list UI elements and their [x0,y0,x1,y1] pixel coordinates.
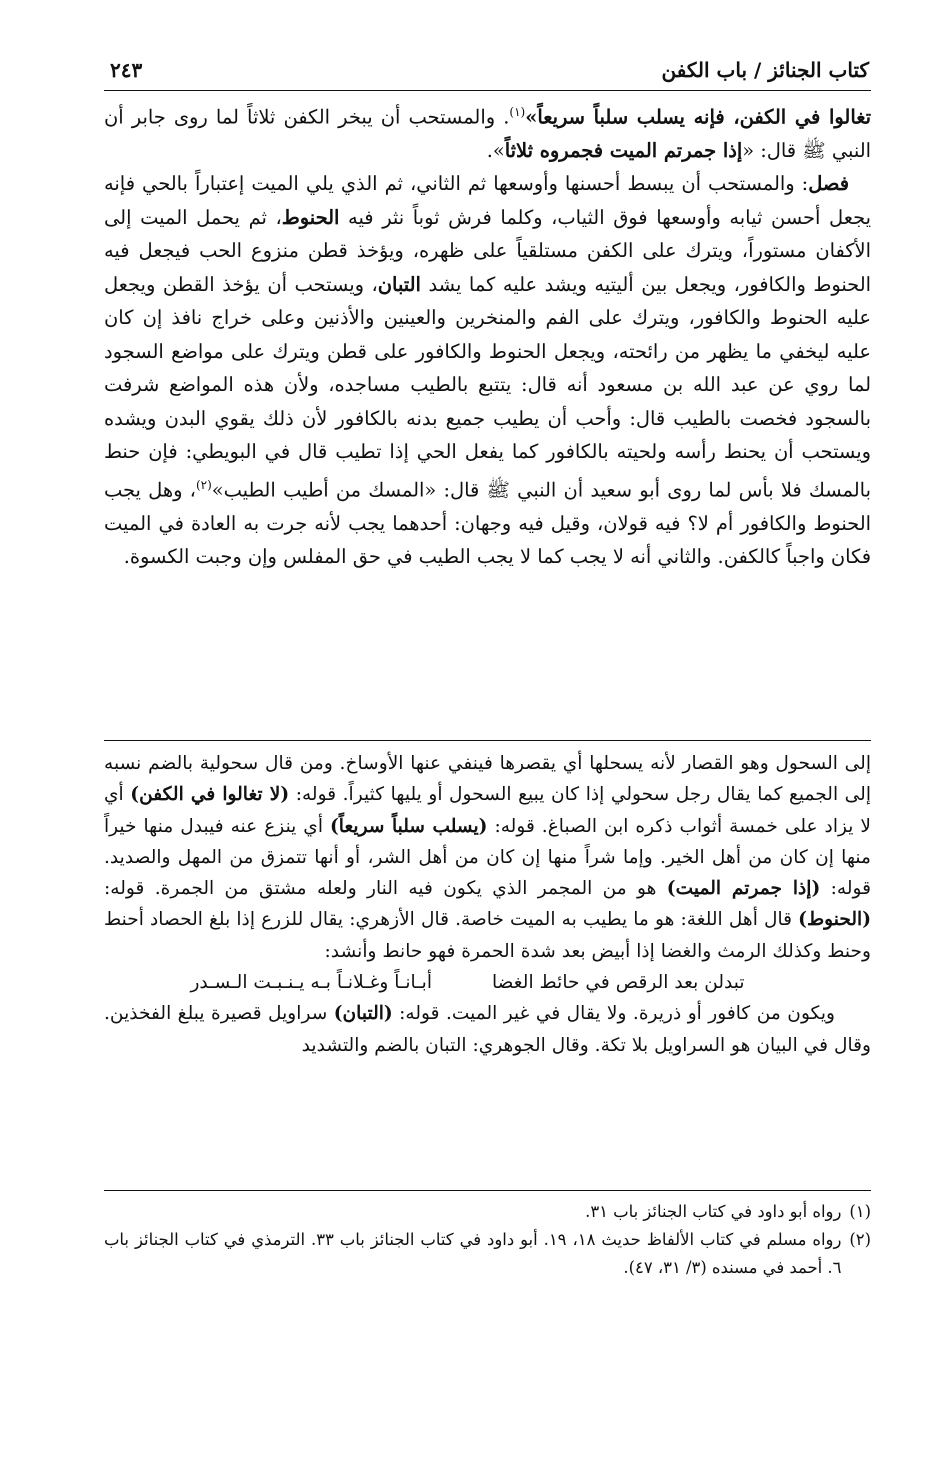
text-run: ، ثم يحمل الميت إلى الأكفان مستوراً، ويترك على الكفن مستلقياً على ظهره، ويؤخذ قطن منزوع الحب فيجعل فيه الحنوط والكافور، ويجعل بين أليتيه ويشد عليه كما يشد [104,205,871,296]
text-run: هو من المجمر الذي يكون فيه النار ولعله مشتق من الجمرة. قوله: [104,878,667,900]
header-divider [104,90,871,91]
footnote-text: رواه مسلم في كتاب الألفاظ حديث ١٨، ١٩. أبو داود في كتاب الجنائز باب ٣٣. الترمذي في كتاب الجنائز باب ٦. أحمد في مسنده (٣/ ٣١، ٤٧). [104,1230,842,1277]
commentary-paragraph-1 [104,748,871,967]
footnote-1 [104,1198,871,1226]
commentary-divider [104,740,871,741]
bold-quote: إذا جمرتم الميت فجمروه ثلاثاً [504,138,743,162]
text-run: ويكون من كافور أو ذريرة. ولا يقال في غير الميت. قوله: [392,1003,835,1025]
commentary-text [104,748,871,1061]
footnote-ref-1: (١) [509,105,526,119]
text-run: سراويل قصيرة يبلغ الفخذين. وقال في البيان هو السراويل بلا تكة. وقال الجوهري: التبان بالضم والتشديد [104,1003,871,1056]
bold-term: (يسلب سلباً سريعاً) [330,815,488,837]
verse-second-hemistich: أبـانـاً وغـلانـاً بـه يـنـبـت الـسـدر [190,972,433,994]
bold-term: (التبان) [333,1003,393,1025]
page-number: ٢٤٣ [110,58,143,82]
running-header [110,52,869,88]
footnote-number: (١) [849,1202,871,1221]
bold-term: التبان [377,272,421,296]
bold-term: الحنوط [281,205,340,229]
commentary-paragraph-2 [104,998,871,1061]
text-run: إلى السحول وهو القصار لأنه يسحلها أي يقصرها فينفي عنها الأوساخ. ومن قال سحولية بالضم نسبه إلى الجميع كما يقال رجل سحولي إذا كان يبيع السحول أو يليها كثيراً. قوله: [104,753,871,806]
text-run: قال أهل اللغة: هو ما يطيب به الميت خاصة. قال الأزهري: يقال للزرع إذا بلغ الحصاد أحنط وحنط وكذلك الرمث والغضا إذا أبيض بعد شدة الحمرة فهو حانط وأنشد: [104,909,871,962]
verse-first-hemistich: تبدلن بعد الرقص في حائط الغضا [492,972,745,994]
chapter-title: كتاب الجنائز / باب الكفن [661,58,869,82]
text-run: ، وهل يجب الحنوط والكافور أم لا؟ فيه قولان، وقيل فيه وجهان: أحدهما يجب لأنه جرت به العادة في الميت فكان واجباً كالكفن. والثاني أنه لا يجب كما لا يجب الطيب في حق المفلس وإن وجبت الكسوة. [104,478,871,569]
poetry-verse [104,967,871,998]
text-run: : والمستحب أن يبسط أحسنها وأوسعها ثم الثاني، ثم الذي يلي الميت إعتباراً بالحي فإنه يجعل أحسن ثيابه وأوسعها فوق الثياب، وكلما فرش ثوباً نثر فيه [104,172,871,229]
text-run: أي ينزع عنه فيبدل منها خيراً منها إن كان من أهل الخير. وإما شراً منها إن كان من أهل الشر، أو أنها تتمزق من المهل والصديد. قوله: [104,815,871,900]
bold-term: (إذا جمرتم الميت) [666,878,821,900]
bold-term: (لا تغالوا في الكفن) [130,784,290,806]
footnote-text: رواه أبو داود في كتاب الجنائز باب ٣١. [585,1202,842,1221]
footnote-divider [104,1190,871,1191]
text-run: ». [486,138,505,162]
footnote-2 [104,1226,871,1282]
footnote-number: (٢) [849,1230,871,1249]
footnotes [104,1198,871,1282]
bold-quote: تغالوا في الكفن، فإنه يسلب سلباً سريعاً» [525,105,871,129]
text-run: . والمستحب أن يبخر الكفن ثلاثاً لما روى جابر أن النبي ﷺ قال: « [104,105,871,162]
text-run: أي لا يزاد على خمسة أثواب ذكره ابن الصباغ. قوله: [104,784,871,837]
main-text [104,96,871,574]
footnote-ref-2: (٢) [195,477,212,492]
main-paragraph-1 [104,96,871,167]
section-label: فصل [808,172,849,196]
main-paragraph-2 [104,167,871,573]
bold-term: (الحنوط) [798,909,871,931]
text-run: ، ويستحب أن يؤخذ القطن ويجعل عليه الحنوط والكافور، ويترك على الفم والمنخرين والعينين والأذنين وعلى خراج نافذ إن كان عليه ليخفي ما يظهر من رائحته، ويجعل الحنوط والكافور على قطن ويترك على مواضع السجود لما روي عن عبد الله بن مسعود أنه قال: يتتبع بالطيب مساجده، ولأن هذه المواضع شرفت بالسجود فخصت بالطيب قال: وأحب أن يطيب جميع بدنه بالكافور لأن ذلك يقوي البدن ويشده ويستحب أن يحنط رأسه ولحيته بالكافور كما يفعل الحي إذا تطيب قال في البويطي: فإن حنط بالمسك فلا بأس لما روى أبو سعيد أن النبي ﷺ قال: «المسك من أطيب الطيب» [104,272,871,502]
